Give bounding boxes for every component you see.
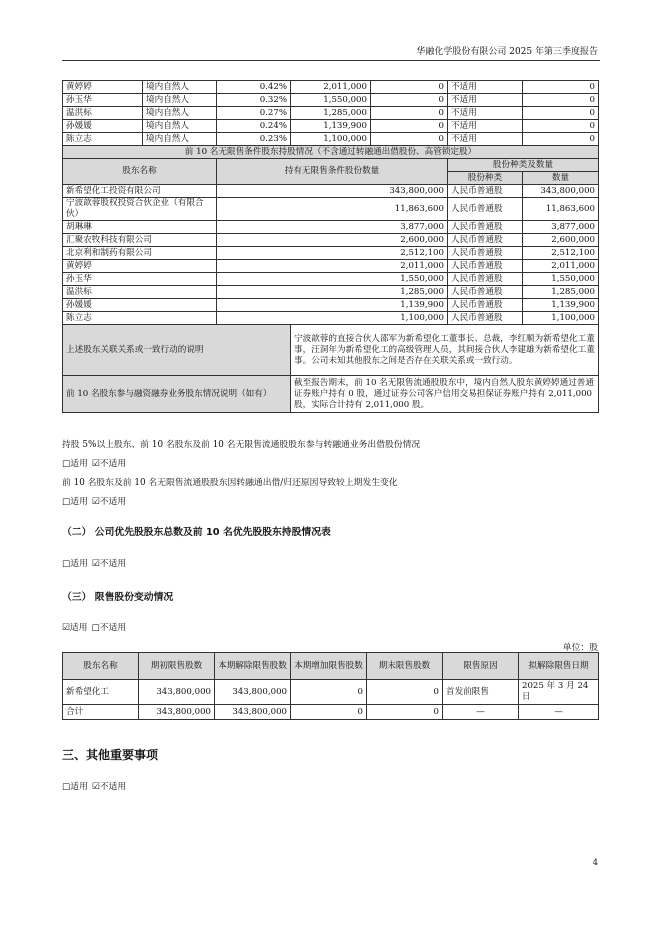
table-row xyxy=(63,234,599,247)
part-3-option-applicable[interactable]: □适用 xyxy=(62,782,88,792)
col-header-name: 股东名称 xyxy=(63,159,217,185)
unrestricted-shares: 1,285,000 xyxy=(217,286,448,299)
share-quantity: 1,550,000 xyxy=(523,273,599,286)
shareholder-type: 境内自然人 xyxy=(143,94,217,107)
table-row xyxy=(63,273,599,286)
table-cell: 343,800,000 xyxy=(215,705,291,720)
shareholder-name: 孙媛媛 xyxy=(63,299,217,312)
share-kind: 人民币普通股 xyxy=(448,185,523,198)
table-cell: — xyxy=(443,705,519,720)
share-kind: 人民币普通股 xyxy=(448,312,523,325)
table-row xyxy=(63,107,599,120)
part-3-title: 三、其他重要事项 xyxy=(62,748,159,762)
section-2-option-not-applicable[interactable]: ☑不适用 xyxy=(91,559,127,569)
share-kind: 人民币普通股 xyxy=(448,221,523,234)
shareholder-type: 境内自然人 xyxy=(143,81,217,94)
note-2-option-applicable[interactable]: □适用 xyxy=(62,497,88,507)
restricted-shares: 0 xyxy=(371,107,448,120)
section-3-option-applicable[interactable]: ☑适用 xyxy=(62,623,88,633)
share-kind: 人民币普通股 xyxy=(448,299,523,312)
shareholder-name: 陈立志 xyxy=(63,312,217,325)
column-header: 期初限售股数 xyxy=(139,653,215,680)
part-3-options xyxy=(62,779,130,792)
margin-label: 前 10 名股东参与融资融券业务股东情况说明（如有） xyxy=(63,376,291,413)
table-cell: 0 xyxy=(291,680,367,705)
table-cell: 0 xyxy=(367,705,443,720)
table-row xyxy=(63,221,599,234)
shareholder-name: 温洪标 xyxy=(63,286,217,299)
restricted-shares-table xyxy=(62,652,599,720)
table-row xyxy=(63,299,599,312)
pledge-quantity: 0 xyxy=(523,107,599,120)
shareholder-name: 孙玉华 xyxy=(63,94,143,107)
col-header-qty: 数量 xyxy=(523,172,599,185)
column-header: 限售原因 xyxy=(443,653,519,680)
shareholder-name: 孙媛媛 xyxy=(63,120,143,133)
share-quantity: 343,800,000 xyxy=(523,185,599,198)
restricted-shares: 0 xyxy=(371,133,448,146)
share-kind: 人民币普通股 xyxy=(448,286,523,299)
section-2-option-applicable[interactable]: □适用 xyxy=(62,559,88,569)
share-kind: 人民币普通股 xyxy=(448,247,523,260)
col-header-kind-group: 股份种类及数量 xyxy=(448,159,599,172)
table-row xyxy=(63,312,599,325)
note-2-text: 前 10 名股东及前 10 名无限售流通股股东因转融通出借/归还原因导致较上期发生变化 xyxy=(62,478,398,488)
shareholder-type: 境内自然人 xyxy=(143,120,217,133)
pledge-quantity: 0 xyxy=(523,94,599,107)
share-kind: 人民币普通股 xyxy=(448,273,523,286)
unrestricted-shares: 11,863,600 xyxy=(217,198,448,221)
unrestricted-shares: 3,877,000 xyxy=(217,221,448,234)
shareholder-type: 境内自然人 xyxy=(143,107,217,120)
holding-percent: 0.32% xyxy=(217,94,291,107)
table-cell: 合计 xyxy=(63,705,139,720)
column-header: 本期解除限售股数 xyxy=(215,653,291,680)
pledge-status: 不适用 xyxy=(448,107,523,120)
unrestricted-shares: 1,550,000 xyxy=(217,273,448,286)
pledge-status: 不适用 xyxy=(448,81,523,94)
holding-shares: 1,139,900 xyxy=(291,120,371,133)
table-row xyxy=(63,260,599,273)
shareholder-name: 黄婷婷 xyxy=(63,260,217,273)
note-2-options xyxy=(62,494,130,507)
share-quantity: 2,512,100 xyxy=(523,247,599,260)
shareholder-name: 黄婷婷 xyxy=(63,81,143,94)
part-3-option-not-applicable[interactable]: ☑不适用 xyxy=(91,782,127,792)
table-row xyxy=(63,81,599,94)
shareholder-name: 新希望化工投资有限公司 xyxy=(63,185,217,198)
table-row xyxy=(63,705,599,720)
table-row xyxy=(63,680,599,705)
note-1-option-applicable[interactable]: □适用 xyxy=(62,459,88,469)
restricted-shares: 0 xyxy=(371,94,448,107)
restricted-shares: 0 xyxy=(371,120,448,133)
shareholder-table xyxy=(62,80,599,413)
shareholder-name: 温洪标 xyxy=(63,107,143,120)
table-cell: 新希望化工 xyxy=(63,680,139,705)
table-cell: — xyxy=(519,705,599,720)
table-cell: 0 xyxy=(291,705,367,720)
table-row xyxy=(63,94,599,107)
pledge-status: 不适用 xyxy=(448,94,523,107)
share-kind: 人民币普通股 xyxy=(448,198,523,221)
pledge-status: 不适用 xyxy=(448,120,523,133)
unrestricted-shares: 1,139,900 xyxy=(217,299,448,312)
shareholder-name: 胡琳琳 xyxy=(63,221,217,234)
share-kind: 人民币普通股 xyxy=(448,260,523,273)
note-1-options xyxy=(62,456,130,469)
holding-percent: 0.24% xyxy=(217,120,291,133)
table-row xyxy=(63,185,599,198)
column-header: 期末限售股数 xyxy=(367,653,443,680)
share-quantity: 2,011,000 xyxy=(523,260,599,273)
pledge-status: 不适用 xyxy=(448,133,523,146)
relation-text: 宁波歆蓉的直接合伙人邵军为新希望化工董事长、总裁，李红顺为新希望化工董事，汪洞年为新希望化工的高级管理人员，其间接合伙人李建雄为新希望化工董事。公司未知其他股东之间是否存在关联关系或一致行动。 xyxy=(291,325,599,376)
table-row xyxy=(63,198,599,221)
share-quantity: 3,877,000 xyxy=(523,221,599,234)
note-1-text: 持股 5%以上股东、前 10 名股东及前 10 名无限售流通股股东参与转融通业务出借股份情况 xyxy=(62,440,421,450)
page-number: 4 xyxy=(592,858,598,868)
holding-shares: 2,011,000 xyxy=(291,81,371,94)
pledge-quantity: 0 xyxy=(523,133,599,146)
share-quantity: 2,600,000 xyxy=(523,234,599,247)
table-row xyxy=(63,286,599,299)
table-cell: 首发前限售 xyxy=(443,680,519,705)
section-3-title: （三） 限售股份变动情况 xyxy=(62,592,174,603)
shareholder-name: 北京利和制药有限公司 xyxy=(63,247,217,260)
restricted-shares: 0 xyxy=(371,81,448,94)
holding-percent: 0.23% xyxy=(217,133,291,146)
table-cell: 2025 年 3 月 24 日 xyxy=(519,680,599,705)
shareholder-name: 陈立志 xyxy=(63,133,143,146)
unrestricted-shares: 343,800,000 xyxy=(217,185,448,198)
holding-percent: 0.27% xyxy=(217,107,291,120)
table-row xyxy=(63,247,599,260)
holding-shares: 1,550,000 xyxy=(291,94,371,107)
unrestricted-section-title: 前 10 名无限售条件股东持股情况（不含通过转融通出借股份、高管锁定股） xyxy=(63,146,599,159)
section-3-option-not-applicable[interactable]: □不适用 xyxy=(91,623,127,633)
table-cell: 343,800,000 xyxy=(139,680,215,705)
section-2-options xyxy=(62,556,130,569)
unrestricted-shares: 2,512,100 xyxy=(217,247,448,260)
share-kind: 人民币普通股 xyxy=(448,234,523,247)
shareholder-type: 境内自然人 xyxy=(143,133,217,146)
column-header: 本期增加限售股数 xyxy=(291,653,367,680)
table-cell: 343,800,000 xyxy=(215,680,291,705)
col-header-shares: 持有无限售条件股份数量 xyxy=(217,159,448,185)
unit-label: 单位：股 xyxy=(562,643,598,653)
holding-shares: 1,285,000 xyxy=(291,107,371,120)
unrestricted-shares: 2,011,000 xyxy=(217,260,448,273)
shareholder-name: 汇聚农牧科技有限公司 xyxy=(63,234,217,247)
share-quantity: 1,285,000 xyxy=(523,286,599,299)
section-3-options xyxy=(62,620,130,633)
margin-text: 截至报告期末，前 10 名无限售流通股股东中，境内自然人股东黄婷婷通过普通证券账户持有 0 股，通过证券公司客户信用交易担保证券账户持有 2,011,000 股，实际合计持有 2,011,000 股。 xyxy=(291,376,599,413)
column-header: 拟解除限售日期 xyxy=(519,653,599,680)
column-header: 股东名称 xyxy=(63,653,139,680)
page-header: 华融化学股份有限公司 2025 年第三季度报告 xyxy=(416,47,598,57)
relation-label: 上述股东关联关系或一致行动的说明 xyxy=(63,325,291,376)
note-1-option-not-applicable[interactable]: ☑不适用 xyxy=(91,459,127,469)
table-row xyxy=(63,133,599,146)
holding-percent: 0.42% xyxy=(217,81,291,94)
share-quantity: 1,100,000 xyxy=(523,312,599,325)
unrestricted-shares: 1,100,000 xyxy=(217,312,448,325)
share-quantity: 11,863,600 xyxy=(523,198,599,221)
table-cell: 0 xyxy=(367,680,443,705)
shareholder-name: 孙玉华 xyxy=(63,273,217,286)
unrestricted-shares: 2,600,000 xyxy=(217,234,448,247)
col-header-kind: 股份种类 xyxy=(448,172,523,185)
pledge-quantity: 0 xyxy=(523,81,599,94)
holding-shares: 1,100,000 xyxy=(291,133,371,146)
note-2-option-not-applicable[interactable]: ☑不适用 xyxy=(91,497,127,507)
shareholder-name: 宁波歆蓉股权投资合伙企业（有限合伙） xyxy=(63,198,217,221)
share-quantity: 1,139,900 xyxy=(523,299,599,312)
table-cell: 343,800,000 xyxy=(139,705,215,720)
section-2-title: （二） 公司优先股股东总数及前 10 名优先股股东持股情况表 xyxy=(62,527,331,538)
pledge-quantity: 0 xyxy=(523,120,599,133)
table-row xyxy=(63,120,599,133)
header-rule xyxy=(62,60,600,61)
